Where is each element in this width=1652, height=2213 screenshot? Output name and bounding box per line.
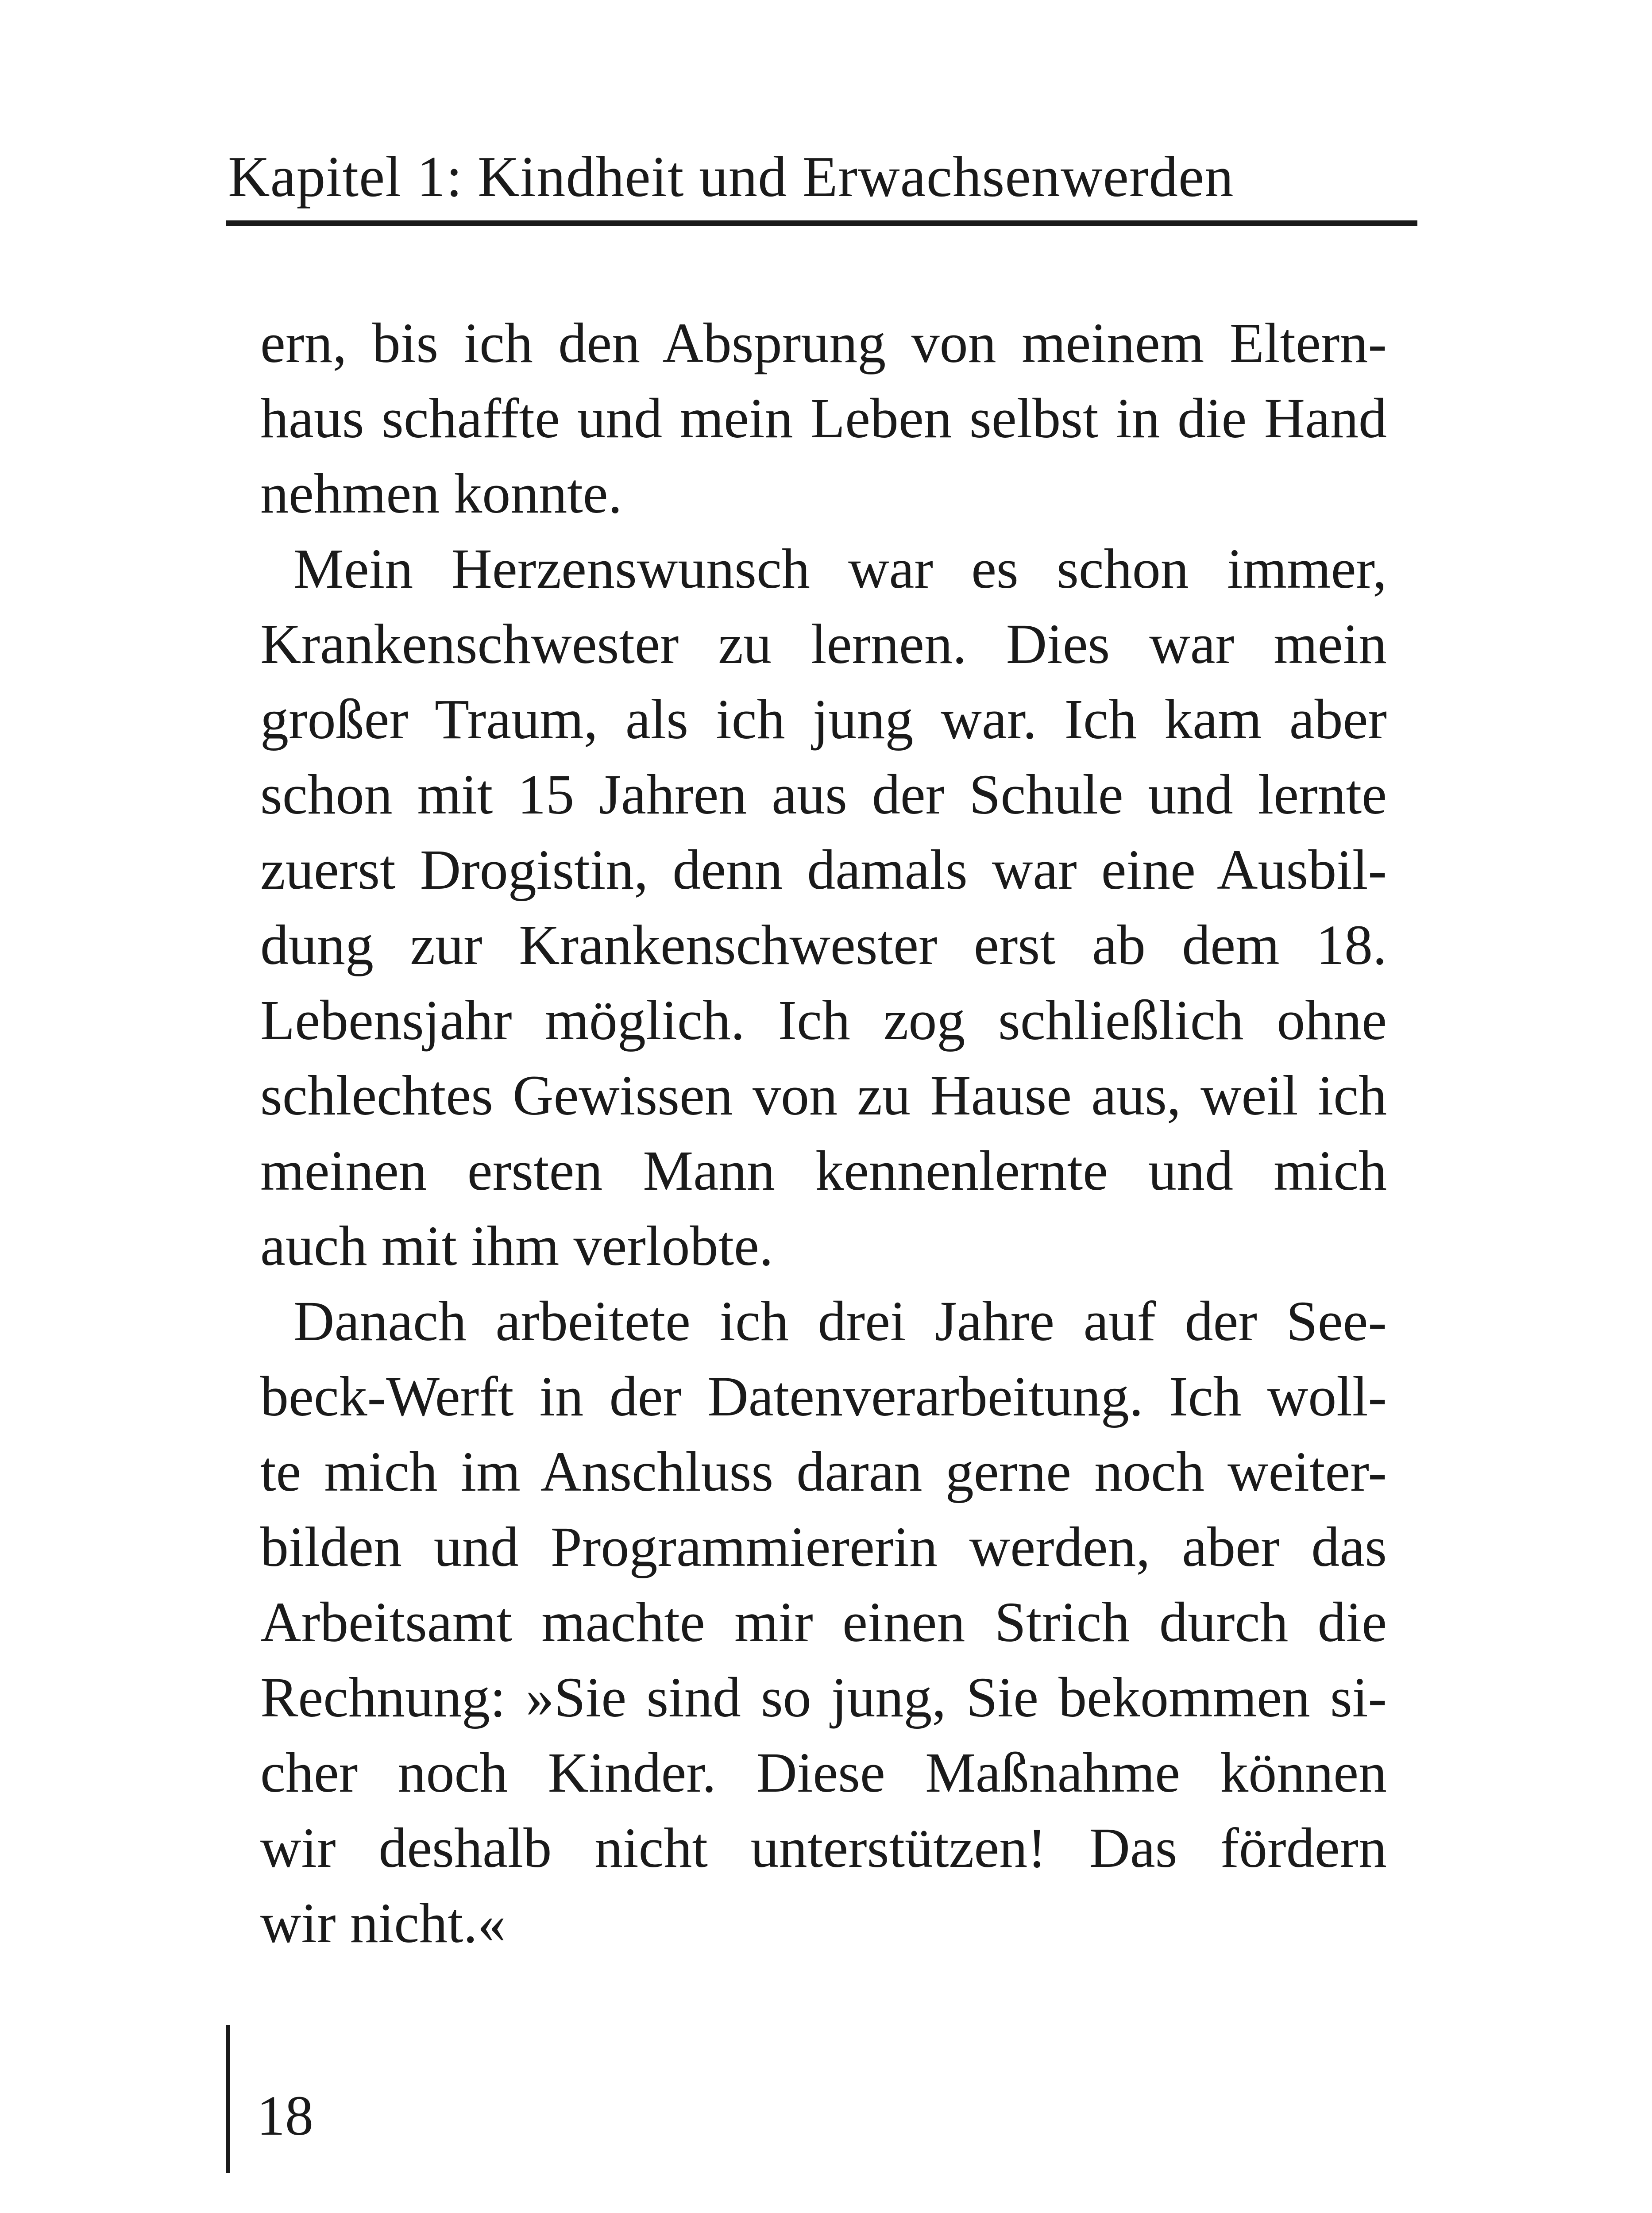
text-line: beck-Werft in der Datenverarbeitung. Ich woll- [260,1365,1387,1428]
text-line: Lebensjahr möglich. Ich zog schließlich ohne [260,989,1387,1052]
running-header-title: Kapitel 1: Kindheit und Erwachsenwerden [228,145,1234,209]
text-line: schlechtes Gewissen von zu Hause aus, weil ich [260,1064,1387,1127]
text-line: großer Traum, als ich jung war. Ich kam aber [260,688,1387,751]
text-line: Krankenschwester zu lernen. Dies war mein [260,613,1387,675]
text-line: meinen ersten Mann kennenlernte und mich [260,1139,1387,1202]
folio-rule [226,2025,230,2173]
text-line: Rechnung: »Sie sind so jung, Sie bekommen si- [260,1666,1387,1729]
text-line: ern, bis ich den Absprung von meinem Eltern- [260,312,1387,374]
paragraph [260,305,1387,531]
text-line: auch mit ihm verlobte. [260,1214,773,1277]
text-line: wir nicht.« [260,1892,506,1955]
text-line: wir deshalb nicht unterstützen! Das fördern [260,1816,1387,1879]
text-line: cher noch Kinder. Diese Maßnahme können [260,1741,1387,1804]
header-rule [226,220,1417,226]
text-line: te mich im Anschluss daran gerne noch weiter- [260,1440,1387,1503]
text-line: nehmen konnte. [260,462,622,525]
text-line: dung zur Krankenschwester erst ab dem 18. [260,914,1387,976]
paragraph [260,531,1387,1284]
text-line: zuerst Drogistin, denn damals war eine Ausbil- [260,838,1387,901]
page-number: 18 [257,2084,313,2147]
text-line: haus schaffte und mein Leben selbst in die Hand [260,387,1387,450]
text-line: schon mit 15 Jahren aus der Schule und lernte [260,763,1387,826]
body-text [260,305,1387,1961]
paragraph [260,1284,1387,1961]
text-line: bilden und Programmiererin werden, aber das [260,1515,1387,1578]
text-line: Danach arbeitete ich drei Jahre auf der See- [293,1290,1387,1353]
text-line: Mein Herzenswunsch war es schon immer, [293,537,1387,600]
text-line: Arbeitsamt machte mir einen Strich durch die [260,1591,1387,1654]
